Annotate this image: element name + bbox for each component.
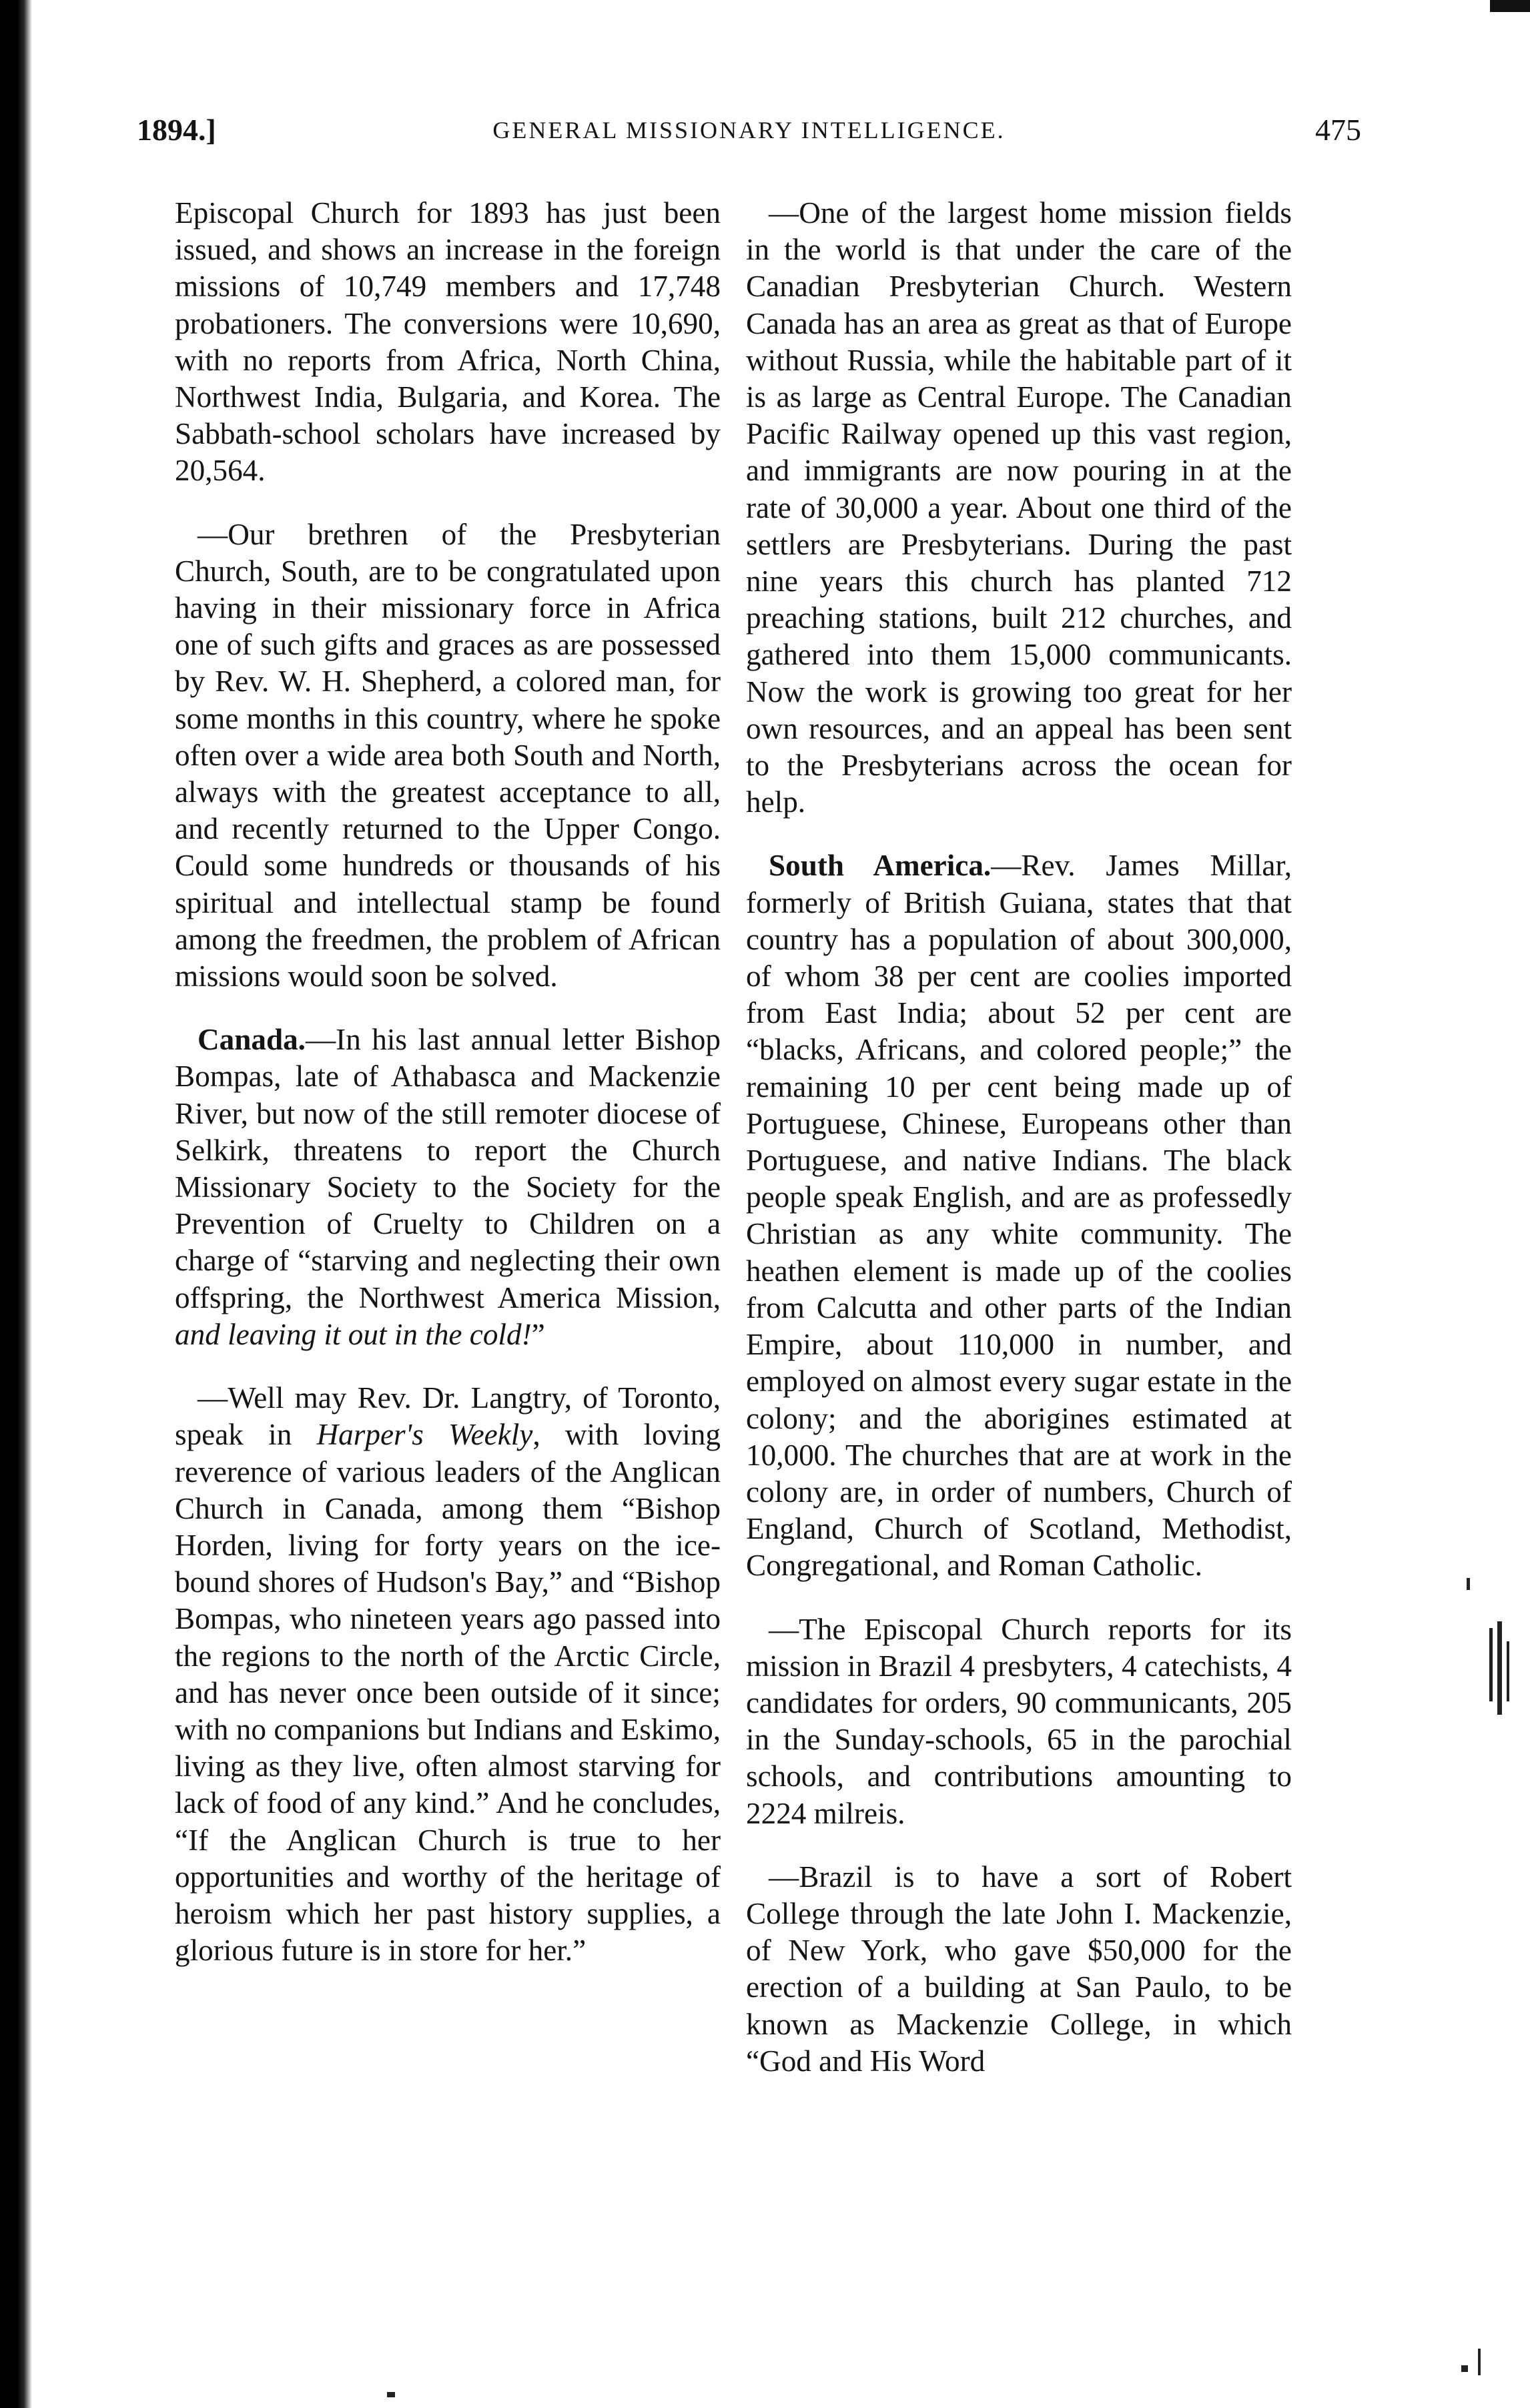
paragraph-brazil-episcopal — [746, 1611, 1292, 1832]
paragraph-south-america — [746, 847, 1292, 1584]
header-year: 1894.] — [137, 113, 216, 147]
paragraph-text: —Rev. James Millar, formerly of British Guiana, states that that country has a population of about 300,000, of whom 38 per cent are coolies imported from East India; about 52 per cent are “blacks, Africans, and colored people;” the remaining 10 per cent being made up of Portuguese, Chinese, Europeans other than Portuguese, and native Indians. The black people speak English, and are as professedly Christian as any white community. The heathen element is made up of the coolies from Calcutta and other parts of the Indian Empire, about 110,000 in number, and employed on almost every sugar estate in the colony; and the aborigines estimated at 10,000. The churches that are at work in the colony are, in order of numbers, Church of England, Church of Scotland, Methodist, Congregational, and Roman Catholic. — [746, 849, 1292, 1583]
right-column — [746, 195, 1292, 2106]
paragraph-text: —Our brethren of the Presbyterian Church, South, are to be congratulated upon having in their missionary force in Africa one of such gifts and graces as are possessed by Rev. W. H. Shepherd, a colored man, for some months in this country, where he spoke often over a wide area both South and North, always with the greatest acceptance to all, and recently returned to the Upper Congo. Could some hundreds or thousands of his spiritual and intellectual stamp be found among the freedmen, the problem of African missions would soon be solved. — [175, 517, 721, 993]
scan-page-edge — [0, 0, 32, 2408]
paragraph-text: —One of the largest home mission fields in the world is that under the care of the Canadian Presbyterian Church. Western Canada has an area as great as that of Europe without Russia, while the habitable part of it is as large as Central Europe. The Canadian Pacific Railway opened up this vast region, and immigrants are now pouring in at the rate of 30,000 a year. About one third of the settlers are Presbyterians. During the past nine years this church has planted 712 preaching stations, built 212 churches, and gathered into them 15,000 communicants. Now the work is growing too great for her own resources, and an appeal has been sent to the Presbyterians across the ocean for help. — [746, 196, 1292, 819]
paragraph-langtry — [175, 1380, 721, 1969]
paragraph-text: —The Episcopal Church reports for its mission in Brazil 4 presbyters, 4 catechists, 4 candidates for orders, 90 communicants, 205 in the Sunday-schools, 65 in the parochial schools, and contributions amounting to 2224 milreis. — [746, 1612, 1292, 1830]
italic-publication: Harper's Weekly — [316, 1418, 533, 1452]
paragraph-text-before: —Well may Rev. Dr. Langtry, of Toronto, speak in — [175, 1381, 721, 1452]
scan-mark — [1467, 1578, 1470, 1590]
paragraph-methodist-report — [175, 195, 721, 490]
paragraph-presbyterian-shepherd — [175, 516, 721, 995]
scan-corner-mark — [1490, 0, 1530, 12]
paragraph-text: , with loving reverence of various leaders of the Anglican Church in Canada, among them “Bishop Horden, living for forty years on the ice-bound shores of Hudson's Bay,” and “Bishop Bompas, who nineteen years ago passed into the regions to the north of the Arctic Circle, and has never once been outside of it since; with no companions but Indians and Eskimo, living as they live, often almost starving for lack of food of any kind.” And he concludes, “If the Anglican Church is true to her opportunities and worthy of the heritage of heroism which her past history supplies, a glorious future is in store for her.” — [175, 1418, 721, 1968]
scan-mark — [1507, 1641, 1509, 1701]
section-lead-canada: Canada. — [198, 1023, 306, 1057]
left-column — [175, 195, 721, 1996]
closing-quote: ” — [531, 1317, 545, 1351]
paragraph-text: Episcopal Church for 1893 has just been issued, and shows an increase in the foreign missions of 10,749 members and 17,748 probationers. The conversions were 10,690, with no reports from Africa, North China, Northwest India, Bulgaria, and Korea. The Sabbath-school scholars have increased by 20,564. — [175, 196, 721, 488]
paragraph-canada — [175, 1022, 721, 1353]
scan-mark — [1478, 2349, 1481, 2375]
section-lead-south-america: South America. — [769, 849, 992, 883]
paragraph-text: —Brazil is to have a sort of Robert College through the late John I. Mackenzie, of New York, who gave $50,000 for the erection of a building at San Paulo, to be known as Mackenzie College, in which “God and His Word — [746, 1860, 1292, 2078]
paragraph-text: —In his last annual letter Bishop Bompas, late of Athabasca and Mackenzie River, but now of the still remoter diocese of Selkirk, threatens to report the Church Missionary Society to the Society for the Prevention of Cruelty to Children on a charge of “starving and neglecting their own offspring, the Northwest America Mission, — [175, 1023, 721, 1314]
scan-mark — [1489, 1628, 1493, 1701]
italic-quote: and leaving it out in the cold! — [175, 1317, 532, 1351]
paragraph-home-mission — [746, 195, 1292, 821]
header-title: GENERAL MISSIONARY INTELLIGENCE. — [492, 117, 1006, 143]
scan-mark — [387, 2392, 395, 2397]
running-header — [137, 112, 1361, 152]
page-number: 475 — [1315, 113, 1361, 147]
scan-mark — [1497, 1621, 1502, 1715]
scan-mark — [1461, 2365, 1468, 2372]
paragraph-brazil-college — [746, 1859, 1292, 2080]
